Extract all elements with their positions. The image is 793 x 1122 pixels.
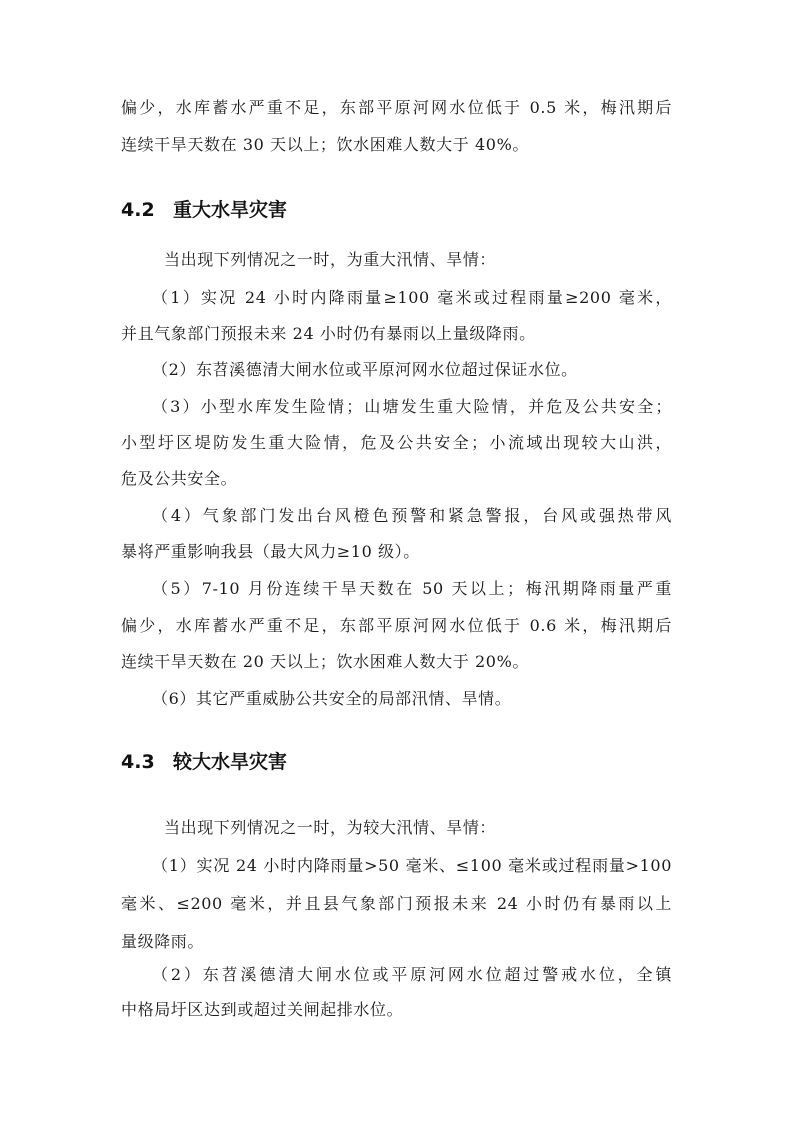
section-4-2-item-5-line-3: 连续干旱天数在 20 天以上；饮水困难人数大于 20%。 [121, 652, 529, 671]
section-4-3-title: 较大水旱灾害 [173, 751, 288, 773]
section-4-2-item-3-line-1: （3）小型水库发生险情；山塘发生重大险情，并危及公共安全； [152, 397, 672, 416]
section-4-3-number: 4.3 [121, 751, 155, 773]
intro-line-1: 偏少，水库蓄水严重不足，东部平原河网水位低于 0.5 米，梅汛期后 [121, 98, 672, 117]
section-4-2-item-1-line-2: 并且气象部门预报未来 24 小时仍有暴雨以上量级降雨。 [121, 324, 536, 343]
section-4-2-heading [121, 198, 287, 222]
section-4-3-item-2-line-1: （2）东苕溪德清大闸水位或平原河网水位超过警戒水位，全镇 [152, 965, 672, 984]
section-4-2-item-3-line-2: 小型圩区堤防发生重大险情，危及公共安全；小流域出现较大山洪， [121, 433, 672, 452]
section-4-2-number: 4.2 [121, 199, 155, 221]
section-4-3-item-1-line-3: 量级降雨。 [121, 932, 205, 951]
section-4-2-item-2-line-1: （2）东苕溪德清大闸水位或平原河网水位超过保证水位。 [152, 360, 578, 379]
section-4-3-item-1-line-1: （1）实况 24 小时内降雨量>50 毫米、≤100 毫米或过程雨量>100 [152, 856, 672, 875]
section-4-3-lead: 当出现下列情况之一时，为较大汛情、旱情： [164, 818, 497, 837]
section-4-2-item-6-line-1: （6）其它严重威胁公共安全的局部汛情、旱情。 [152, 689, 512, 708]
intro-line-2: 连续干旱天数在 30 天以上；饮水困难人数大于 40%。 [121, 135, 529, 154]
section-4-2-item-5-line-2: 偏少，水库蓄水严重不足，东部平原河网水位低于 0.6 米，梅汛期后 [121, 616, 672, 635]
section-4-3-item-1-line-2: 毫米、≤200 毫米，并且县气象部门预报未来 24 小时仍有暴雨以上 [121, 894, 672, 913]
section-4-2-lead: 当出现下列情况之一时，为重大汛情、旱情： [164, 250, 497, 269]
section-4-2-title: 重大水旱灾害 [173, 199, 288, 221]
section-4-2-item-1-line-1: （1）实况 24 小时内降雨量≥100 毫米或过程雨量≥200 毫米， [152, 288, 672, 307]
section-4-2-item-4-line-1: （4）气象部门发出台风橙色预警和紧急警报，台风或强热带风 [152, 506, 672, 525]
section-4-2-item-5-line-1: （5）7-10 月份连续干旱天数在 50 天以上；梅汛期降雨量严重 [152, 579, 672, 598]
section-4-3-item-2-line-2: 中格局圩区达到或超过关闸起排水位。 [121, 1000, 404, 1019]
section-4-2-item-4-line-2: 暴将严重影响我县（最大风力≥10 级）。 [121, 542, 420, 561]
section-4-2-item-3-line-3: 危及公共安全。 [121, 469, 238, 488]
section-4-3-heading [121, 750, 287, 774]
